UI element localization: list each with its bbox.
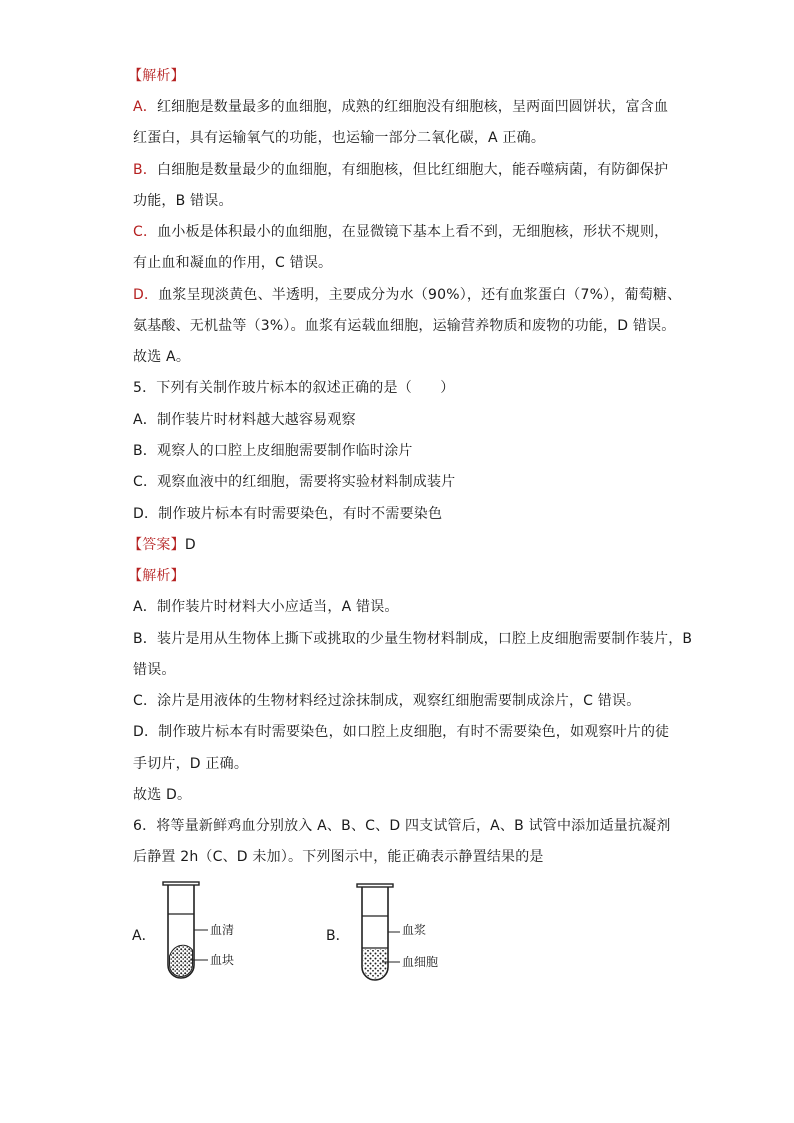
option-marker: C． [133,224,158,240]
analysis-header: 【解析】 [128,568,185,584]
option-marker: B． [133,162,158,178]
analysis-text: 血小板是体积最小的血细胞，在显微镜下基本上看不到，无细胞核，形状不规则， [157,224,669,240]
figure-b-bottom-label: 血细胞 [402,955,439,969]
conclusion-line: 故选 A。 [133,349,191,365]
analysis-text: 红细胞是数量最多的血细胞，成熟的红细胞没有细胞核，呈两面凹圆饼状，富含血 [156,99,669,115]
figure-option-a-letter: A． [132,928,156,944]
analysis-line: 氨基酸、无机盐等（3%）。血浆有运载血细胞，运输营养物质和废物的功能，D 错误。 [133,318,676,334]
question-5-option-b: B．观察人的口腔上皮细胞需要制作临时涂片 [133,443,413,459]
analysis-line: 错误。 [133,662,176,678]
analysis-line: 功能，B 错误。 [133,193,233,209]
analysis-text: 血浆呈现淡黄色、半透明，主要成分为水（90%），还有血浆蛋白（7%），葡萄糖、 [158,287,682,303]
test-tube-b-icon [354,882,444,992]
question-5-option-d: D．制作玻片标本有时需要染色，有时不需要染色 [133,506,443,522]
question-5-option-c: C．观察血液中的红细胞，需要将实验材料制成装片 [133,474,456,490]
conclusion-line: 故选 D。 [133,787,192,803]
analysis-line [133,97,668,117]
test-tube-a-icon [160,880,250,990]
analysis-header: 【解析】 [128,68,185,84]
figure-option-b-letter: B． [326,928,350,944]
analysis-line: 红蛋白，具有运输氧气的功能，也运输一部分二氧化碳，A 正确。 [133,130,546,146]
analysis-line: B．装片是用从生物体上撕下或挑取的少量生物材料制成，口腔上皮细胞需要制作装片，B [133,631,693,647]
analysis-line [133,222,668,242]
test-tube-figure [130,880,470,990]
question-5-option-a: A．制作装片时材料越大越容易观察 [133,412,356,428]
question-5-stem: 5．下列有关制作玻片标本的叙述正确的是（ ） [133,380,455,396]
question-6-stem: 6．将等量新鲜鸡血分别放入 A、B、C、D 四支试管后，A、B 试管中添加适量抗凝剂 [133,818,671,834]
answer-line [128,535,196,555]
answer-header: 【答案】 [128,537,185,553]
analysis-line: 有止血和凝血的作用，C 错误。 [133,255,333,271]
question-6-stem: 后静置 2h（C、D 未加）。下列图示中，能正确表示静置结果的是 [133,849,544,865]
analysis-text: 白细胞是数量最少的血细胞，有细胞核，但比红细胞大，能吞噬病菌，有防御保护 [157,162,669,178]
analysis-line: D．制作玻片标本有时需要染色，如口腔上皮细胞，有时不需要染色，如观察叶片的徒 [133,724,670,740]
figure-a-bottom-label: 血块 [210,953,235,967]
analysis-line: 手切片，D 正确。 [133,756,249,772]
answer-value: D [184,537,196,553]
figure-a-top-label: 血清 [210,923,235,937]
option-marker: A． [133,99,157,115]
analysis-line: C．涂片是用液体的生物材料经过涂抹制成，观察红细胞需要制成涂片，C 错误。 [133,693,641,709]
analysis-line: A．制作装片时材料大小应适当，A 错误。 [133,599,399,615]
analysis-line [133,160,668,180]
option-marker: D． [133,287,159,303]
figure-b-top-label: 血浆 [402,923,427,937]
analysis-line [133,285,681,305]
